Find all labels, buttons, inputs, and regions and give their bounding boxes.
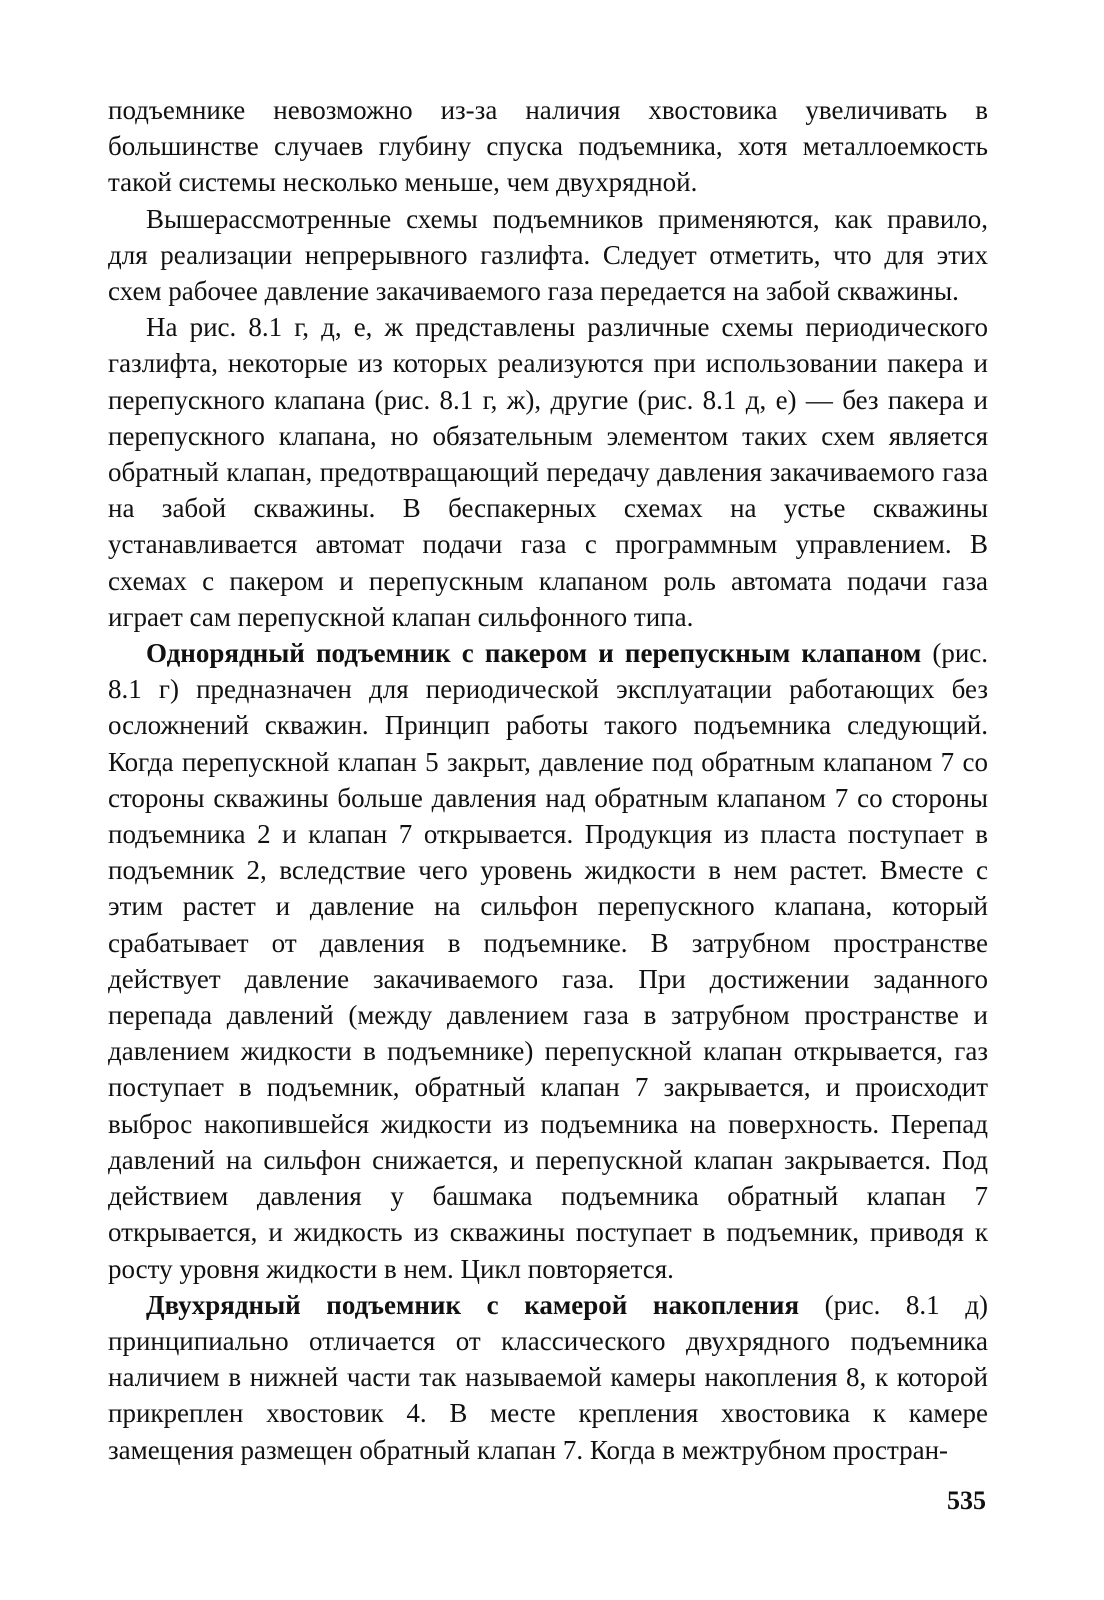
page-number: 535 — [947, 1486, 986, 1515]
paragraph-text: На рис. 8.1 г, д, е, ж представлены различные схемы периодического газлифта, некоторые из которых реализуются при использовании пакера и перепускного клапана (рис. 8.1 г, ж), другие (рис. 8.1 д, е) — без пакера и перепускного клапана, но обязательным элементом таких схем является обратный клапан, предотвращающий передачу давления закачиваемого газа на забой скважины. В беспакерных схемах на устье скважины устанавливается автомат подачи газа с программным управлением. В схемах с пакером и перепускным клапаном роль автомата подачи газа играет сам перепускной клапан сильфонного типа. — [108, 312, 988, 632]
paragraph-5 — [108, 1287, 988, 1468]
paragraph-text: Вышерассмотренные схемы подъемников применяются, как правило, для реализации непрерывного газлифта. Следует отметить, что для этих схем рабочее давление закачиваемого газа передается на забой скважины. — [108, 203, 988, 307]
paragraph-heading: Однорядный подъемник с пакером и перепускным клапаном — [146, 638, 922, 669]
paragraph-2 — [108, 201, 988, 310]
paragraph-3 — [108, 309, 988, 635]
paragraph-4 — [108, 635, 988, 1287]
paragraph-text: (рис. 8.1 г) предназначен для периодической эксплуатации работающих без осложнений скважин. Принцип работы такого подъемника следующий. Когда перепускной клапан 5 закрыт, давление под обратным клапаном 7 со стороны скважины больше давления над обратным клапаном 7 со стороны подъемника 2 и клапан 7 открывается. Продукция из пласта поступает в подъемник 2, вследствие чего уровень жидкости в нем растет. Вместе с этим растет и давление на сильфон перепускного клапана, который срабатывает от давления в подъемнике. В затрубном пространстве действует давление закачиваемого газа. При достижении заданного перепада давлений (между давлением газа в затрубном пространстве и давлением жидкости в подъемнике) перепускной клапан открывается, газ поступает в подъемник, обратный клапан 7 закрывается, и происходит выброс накопившейся жидкости из подъемника на поверхность. Перепад давлений на сильфон снижается, и перепускной клапан закрывается. Под действием давления у башмака подъемника обратный клапан 7 открывается, и жидкость из скважины поступает в подъемник, приводя к росту уровня жидкости в нем. Цикл повторяется. — [108, 638, 988, 1284]
paragraph-text: подъемнике невозможно из-за наличия хвостовика увеличивать в большинстве случаев глубину спуска подъемника, хотя металлоемкость такой системы несколько меньше, чем двухрядной. — [108, 95, 988, 198]
paragraph-text: (рис. 8.1 д) принципиально отличается от классического двухрядного подъемника наличием в нижней части так называемой камеры накопления 8, к которой прикреплен хвостовик 4. В месте крепления хвостовика к камере замещения размещен обратный клапан 7. Когда в межтрубном простран- — [108, 1289, 988, 1465]
body-text — [108, 92, 988, 1468]
paragraph-heading: Двухрядный подъемник с камерой накопления — [146, 1289, 800, 1320]
paragraph-1 — [108, 92, 988, 201]
